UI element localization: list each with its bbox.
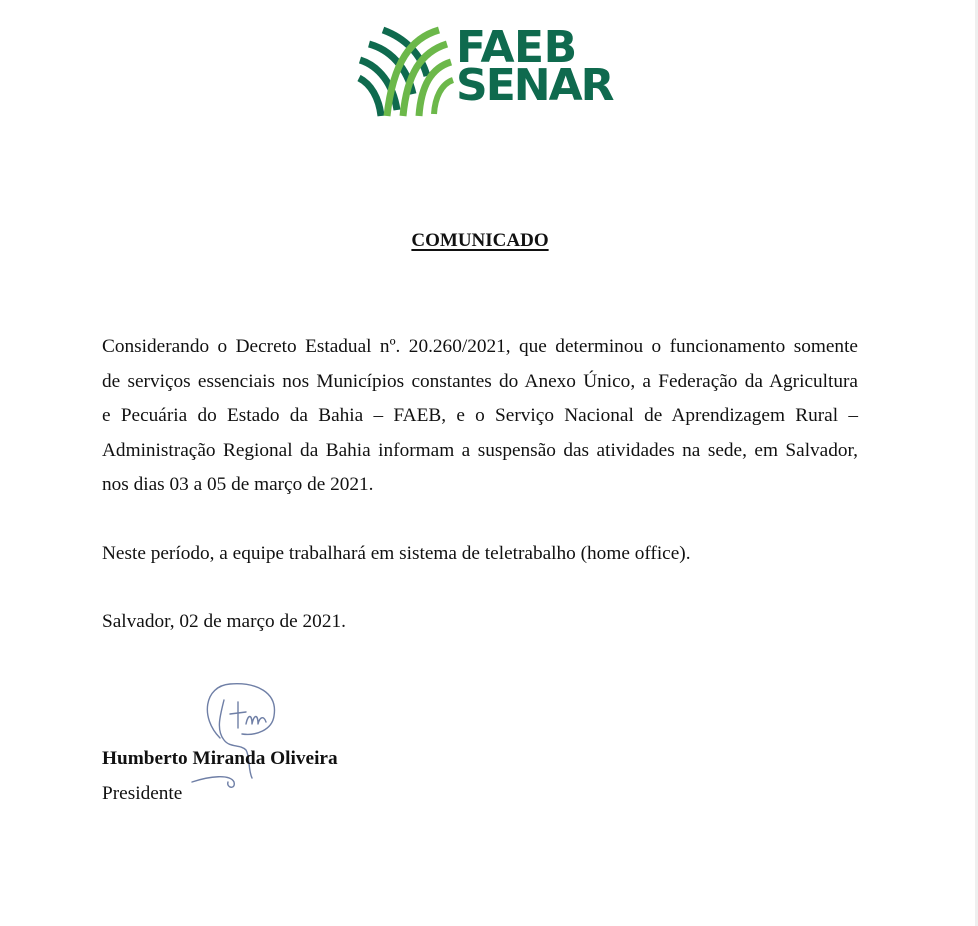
signer-role: Presidente — [102, 783, 183, 804]
place-date: Salvador, 02 de março de 2021. — [102, 611, 346, 632]
logo-line-faeb: FAEB — [456, 22, 577, 73]
paragraph-line: Considerando o Decreto Estadual nº. 20.260/2021, que determinou o funcionamento somente — [102, 336, 858, 357]
logo-wordmark — [456, 22, 613, 111]
paragraph-line: de serviços essenciais nos Municípios constantes do Anexo Único, a Federação da Agricultura — [102, 370, 858, 392]
logo-line-senar: SENAR — [456, 60, 613, 111]
signer-name: Humberto Miranda Oliveira — [102, 748, 338, 769]
main-paragraph — [102, 330, 858, 503]
paragraph-line: Administração Regional da Bahia informam a suspensão das atividades na sede, em Salvador, — [102, 439, 858, 461]
document-title: COMUNICADO — [411, 230, 549, 251]
faeb-senar-logo — [355, 22, 613, 120]
paragraph-line: e Pecuária do Estado da Bahia – FAEB, e o Serviço Nacional de Aprendizagem Rural – — [102, 405, 858, 426]
wheat-field-stripes-icon — [355, 24, 455, 120]
paragraph-line: nos dias 03 a 05 de março de 2021. — [102, 474, 374, 495]
telework-paragraph: Neste período, a equipe trabalhará em sistema de teletrabalho (home office). — [102, 543, 691, 564]
